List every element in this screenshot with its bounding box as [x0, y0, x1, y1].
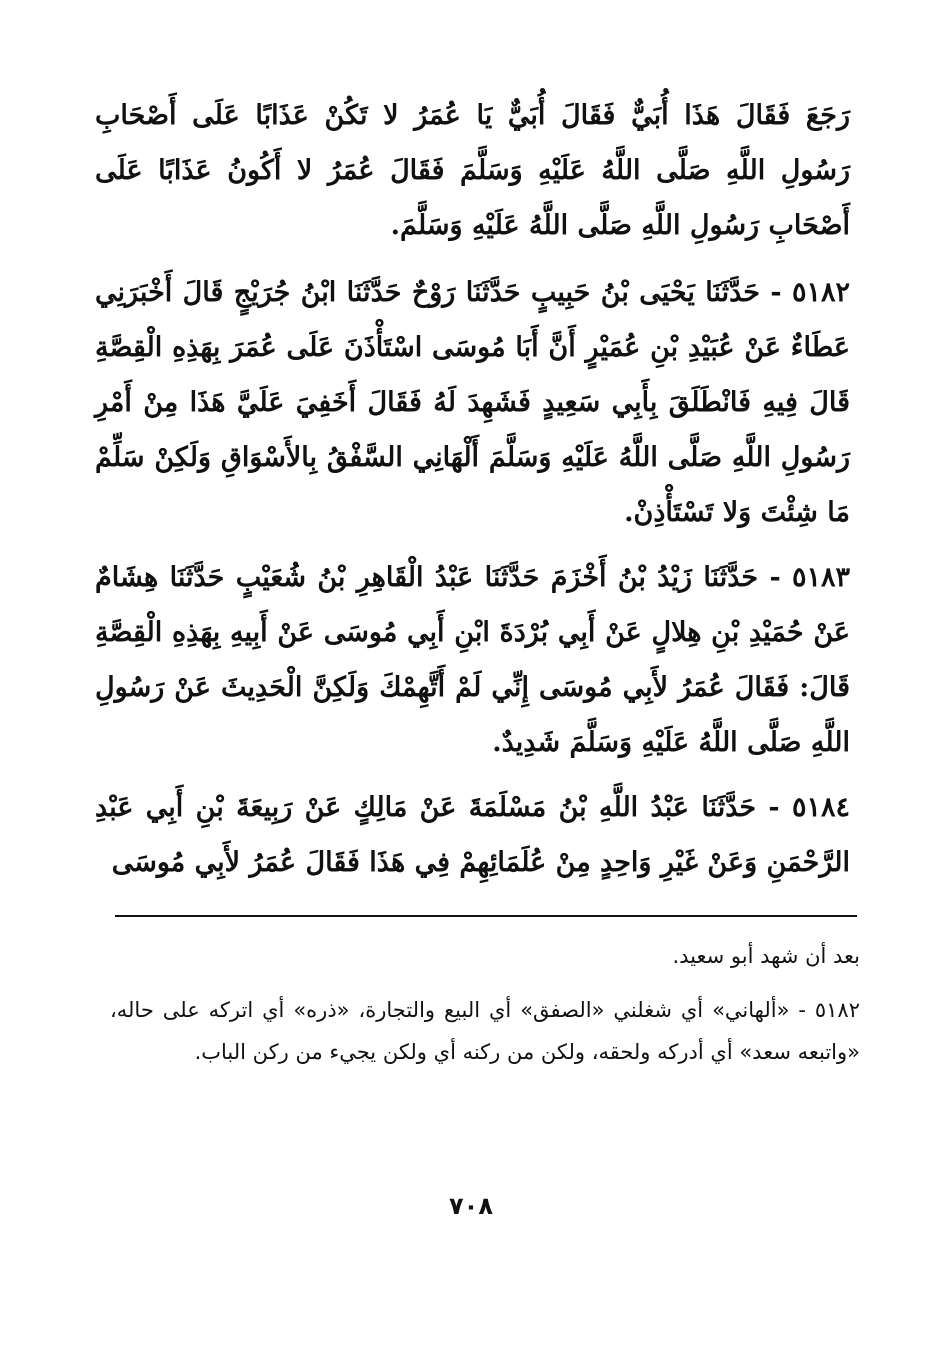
hadith-5184-number: ٥١٨٤ -	[768, 792, 850, 823]
page-number: ٧٠٨	[449, 1192, 493, 1220]
footnotes	[110, 935, 860, 1085]
paragraph-continuation	[95, 88, 850, 253]
footnote-previous: بعد أن شهد أبو سعيد.	[672, 944, 860, 968]
paragraph-continuation-text: رَجَعَ فَقَالَ هَذَا أُبَيٌّ فَقَالَ أُبَيٌّ يَا عُمَرُ لا تَكُنْ عَذَابًا عَلَى أَصْحَابِ رَسُولِ اللَّهِ صَلَّى اللَّهُ عَلَيْهِ وَسَلَّمَ فَقَالَ عُمَرُ لا أَكُونُ عَذَابًا عَلَى أَصْحَابِ رَسُولِ اللَّهِ صَلَّى اللَّهُ عَلَيْهِ وَسَلَّمَ.	[95, 100, 850, 241]
hadith-5182-text: حَدَّثَنَا يَحْيَى بْنُ حَبِيبٍ حَدَّثَنَا رَوْحٌ حَدَّثَنَا ابْنُ جُرَيْجٍ قَالَ أَخْبَرَنِي عَطَاءٌ عَنْ عُبَيْدِ بْنِ عُمَيْرٍ أَنَّ أَبَا مُوسَى اسْتَأْذَنَ عَلَى عُمَرَ بِهَذِهِ الْقِصَّةِ قَالَ فِيهِ فَانْطَلَقَ بِأَبِي سَعِيدٍ فَشَهِدَ لَهُ فَقَالَ أَخَفِيَ عَلَيَّ هَذَا مِنْ أَمْرِ رَسُولِ اللَّهِ صَلَّى اللَّهُ عَلَيْهِ وَسَلَّمَ أَلْهَانِي السَّفْقُ بِالأَسْوَاقِ وَلَكِنْ سَلِّمْ مَا شِئْتَ وَلا تَسْتَأْذِنْ.	[95, 277, 850, 528]
hadith-5182-number: ٥١٨٢ -	[770, 277, 850, 308]
hadith-5182	[95, 265, 850, 540]
hadith-5183	[95, 550, 850, 770]
hadith-5183-number: ٥١٨٣ -	[769, 562, 851, 593]
footnote-divider	[115, 915, 857, 917]
hadith-5184	[95, 780, 850, 890]
main-text	[95, 88, 850, 900]
hadith-5183-text: حَدَّثَنَا زَيْدُ بْنُ أَخْزَمَ حَدَّثَنَا عَبْدُ الْقَاهِرِ بْنُ شُعَيْبٍ حَدَّثَنَا هِشَامٌ عَنْ حُمَيْدِ بْنِ هِلالٍ عَنْ أَبِي بُرْدَةَ ابْنِ أَبِي مُوسَى عَنْ أَبِيهِ بِهَذِهِ الْقِصَّةِ قَالَ: فَقَالَ عُمَرُ لأَبِي مُوسَى إِنِّي لَمْ أَتَّهِمْكَ وَلَكِنَّ الْحَدِيثَ عَنْ رَسُولِ اللَّهِ صَلَّى اللَّهُ عَلَيْهِ وَسَلَّمَ شَدِيدٌ.	[95, 562, 850, 758]
hadith-5184-text: حَدَّثَنَا عَبْدُ اللَّهِ بْنُ مَسْلَمَةَ عَنْ مَالِكٍ عَنْ رَبِيعَةَ بْنِ أَبِي عَبْدِ الرَّحْمَنِ وَعَنْ غَيْرِ وَاحِدٍ مِنْ عُلَمَائِهِمْ فِي هَذَا فَقَالَ عُمَرُ لأَبِي مُوسَى	[95, 792, 850, 878]
footnote-5182: ٥١٨٢ - «ألهاني» أي شغلني «الصفق» أي البيع والتجارة، «ذره» أي اتركه على حاله، «واتبعه سعد» أي أدركه ولحقه، ولكن من ركنه أي ولكن يجيء من ركن الباب.	[110, 998, 860, 1064]
